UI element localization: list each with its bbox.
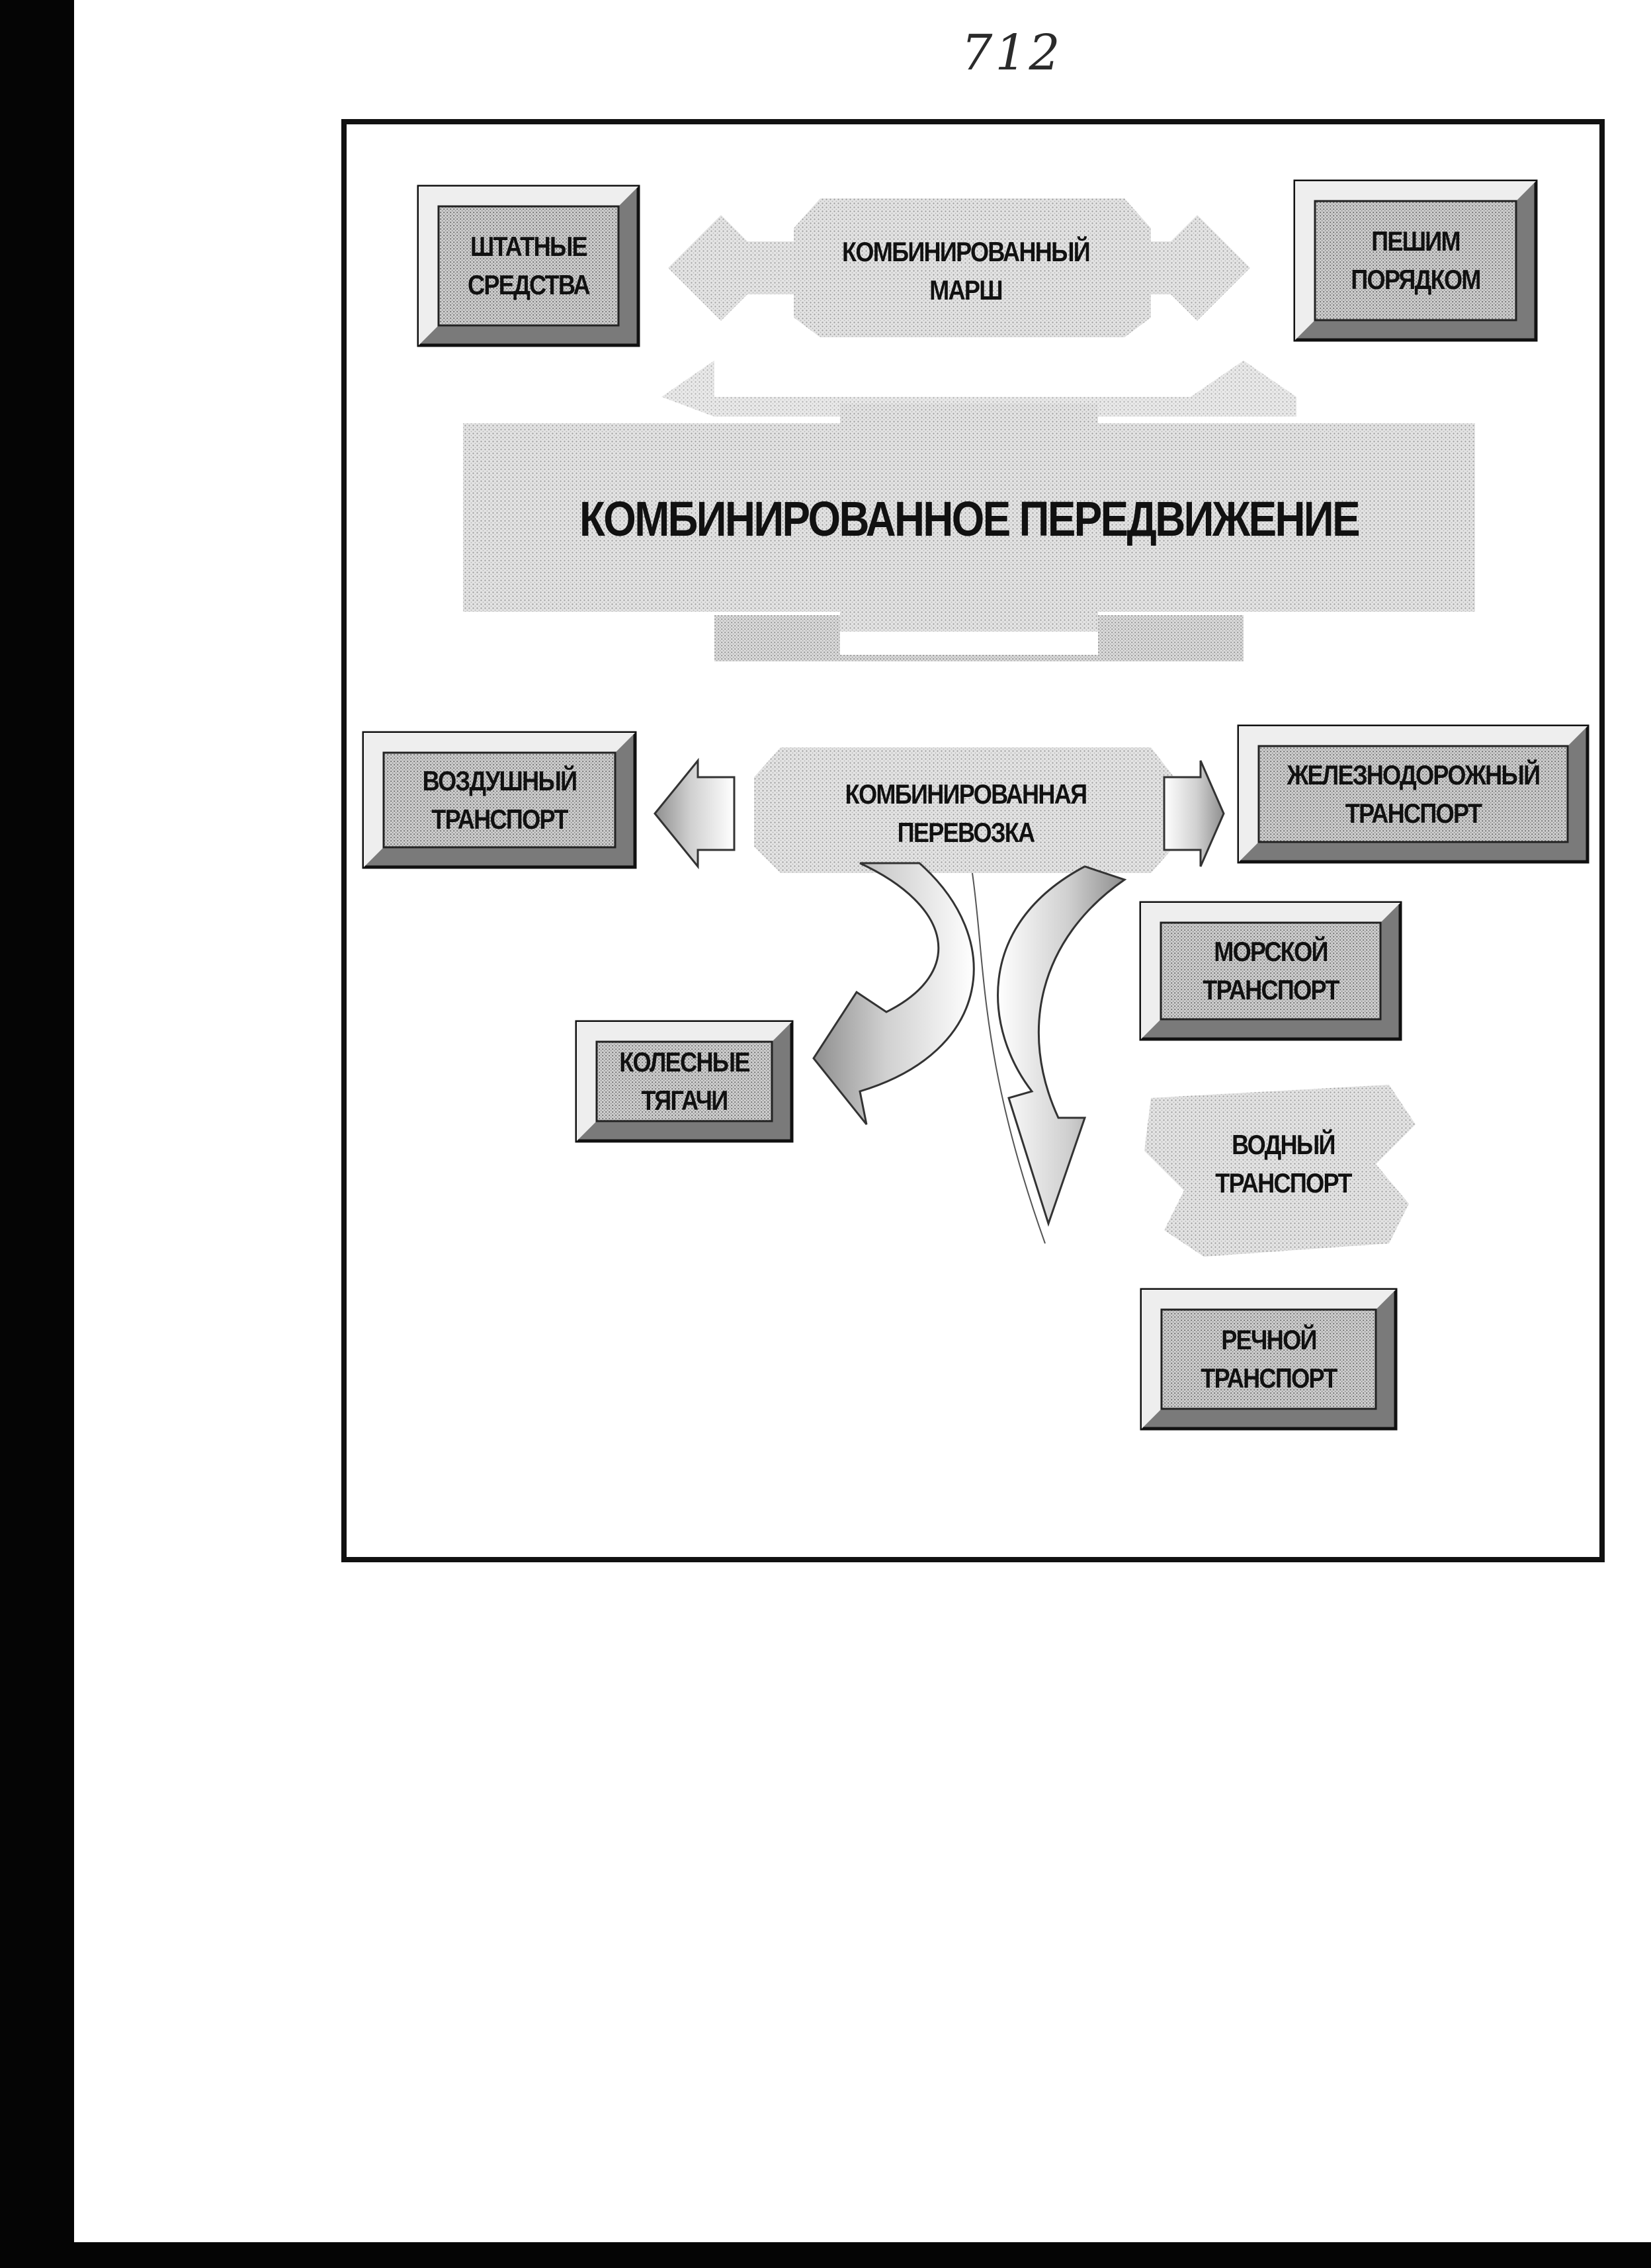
march-label: КОМБИНИРОВАННЫЙ МАРШ bbox=[842, 236, 1089, 306]
box-standard-means: ШТАТНЫЕ СРЕДСТВА bbox=[468, 231, 589, 300]
box-river-transport: РЕЧНОЙ ТРАНСПОРТ bbox=[1201, 1324, 1337, 1394]
transport-label: КОМБИНИРОВАННАЯ ПЕРЕВОЗКА bbox=[845, 778, 1087, 848]
curved-arrow-to-water bbox=[972, 866, 1124, 1243]
box-wheeled-tractors: КОЛЕСНЫЕ ТЯГАЧИ bbox=[619, 1046, 749, 1116]
arrow-to-rail bbox=[1164, 761, 1224, 866]
handwritten-page-number: 712 bbox=[961, 24, 1063, 81]
arrow-to-air bbox=[655, 761, 734, 866]
box-on-foot: ПЕШИМ ПОРЯДКОМ bbox=[1351, 226, 1480, 295]
box-air-transport: ВОЗДУШНЫЙ ТРАНСПОРТ bbox=[422, 765, 577, 835]
center-title: КОМБИНИРОВАННОЕ ПЕРЕДВИЖЕНИЕ bbox=[579, 491, 1359, 546]
water-transport-label: ВОДНЫЙ ТРАНСПОРТ bbox=[1215, 1129, 1351, 1198]
box-sea-transport: МОРСКОЙ ТРАНСПОРТ bbox=[1203, 936, 1339, 1005]
box-rail-transport: ЖЕЛЕЗНОДОРОЖНЫЙ ТРАНСПОРТ bbox=[1287, 759, 1540, 829]
curved-arrow-to-tractors bbox=[814, 863, 974, 1124]
